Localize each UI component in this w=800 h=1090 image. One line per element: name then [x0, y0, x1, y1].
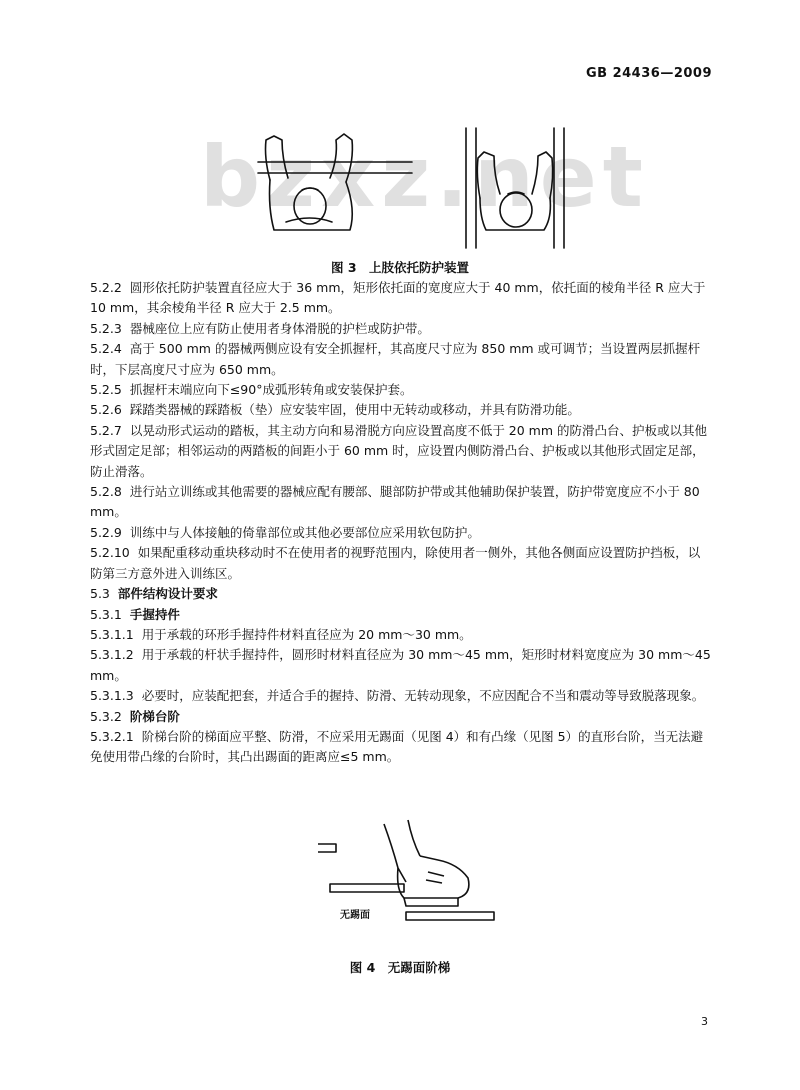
paragraph-5-2-9: 5.2.9 训练中与人体接触的倚靠部位或其他必要部位应采用软包防护。	[90, 524, 480, 540]
paragraph-5-3-1-3: 5.3.1.3 必要时，应装配把套，并适合手的握持、防滑、无转动现象，不应因配合不当和震动等导致脱落现象。	[90, 688, 705, 704]
figure-4-label: 无踢面	[340, 910, 370, 921]
paragraph-5-2-6: 5.2.6 踩踏类器械的踩踏板（垫）应安装牢固，使用中无转动或移动，并具有防滑功能。	[90, 402, 580, 418]
paragraph-5-2-8: 5.2.8 进行站立训练或其他需要的器械应配有腰部、腿部防护带或其他辅助保护装置，防护带宽度应不小于 80 mm。	[90, 484, 700, 520]
figure-4-illustration	[308, 816, 498, 926]
section-heading-5-3-1: 5.3.1 手握持件	[90, 606, 180, 622]
watermark: bzxz.net	[200, 128, 649, 226]
paragraph-5-2-3: 5.2.3 器械座位上应有防止使用者身体滑脱的护栏或防护带。	[90, 320, 430, 336]
figure-4-caption: 图 4 无踢面阶梯	[349, 960, 451, 975]
paragraph-5-2-4: 5.2.4 高于 500 mm 的器械两侧应设有安全抓握杆，其高度尺寸应为 850 mm 或可调节；当设置两层抓握杆时，下层高度尺寸应为 650 mm。	[90, 341, 701, 377]
paragraph-5-3-2-1: 5.3.2.1 阶梯台阶的梯面应平整、防滑，不应采用无踢面（见图 4）和有凸缘（见图 5）的直形台阶，当无法避免使用带凸缘的台阶时，其凸出踢面的距离应≤5 mm。	[90, 728, 704, 765]
paragraph-5-2-5: 5.2.5 抓握杆末端应向下≤90°成弧形转角或安装保护套。	[90, 382, 413, 398]
paragraph-5-2-7: 5.2.7 以晃动形式运动的踏板，其主动方向和易滑脱方向应设置高度不低于 20 mm 的防滑凸台、护板或以其他形式固定足部；相邻运动的两踏板的间距小于 60 mm 时，应设置内侧防滑凸台、护板或以其他形式固定足部，防止滑落。	[90, 422, 707, 479]
paragraph-5-2-2: 5.2.2 圆形依托防护装置直径应大于 36 mm，矩形依托面的宽度应大于 40 mm，依托面的棱角半径 R 应大于 10 mm，其余棱角半径 R 应大于 2.5 mm。	[90, 280, 706, 316]
figure-3-illustration	[218, 118, 598, 250]
section-heading-5-3: 5.3 部件结构设计要求	[90, 586, 218, 602]
section-heading-5-3-2: 5.3.2 阶梯台阶	[90, 708, 180, 724]
paragraph-5-2-10: 5.2.10 如果配重移动重块移动时不在使用者的视野范围内，除使用者一侧外，其他各侧面应设置防护挡板，以防第三方意外进入训练区。	[90, 545, 701, 581]
figure-3-caption: 图 3 上肢依托防护装置	[330, 260, 470, 275]
body-text	[90, 278, 712, 768]
paragraph-5-3-1-1: 5.3.1.1 用于承载的环形手握持件材料直径应为 20 mm～30 mm。	[90, 626, 472, 642]
standard-number: GB 24436—2009	[585, 66, 712, 81]
paragraph-5-3-1-2: 5.3.1.2 用于承载的杆状手握持件，圆形时材料直径应为 30 mm～45 mm，矩形时材料宽度应为 30 mm～45 mm。	[90, 647, 711, 683]
page-number: 3	[701, 1015, 708, 1028]
